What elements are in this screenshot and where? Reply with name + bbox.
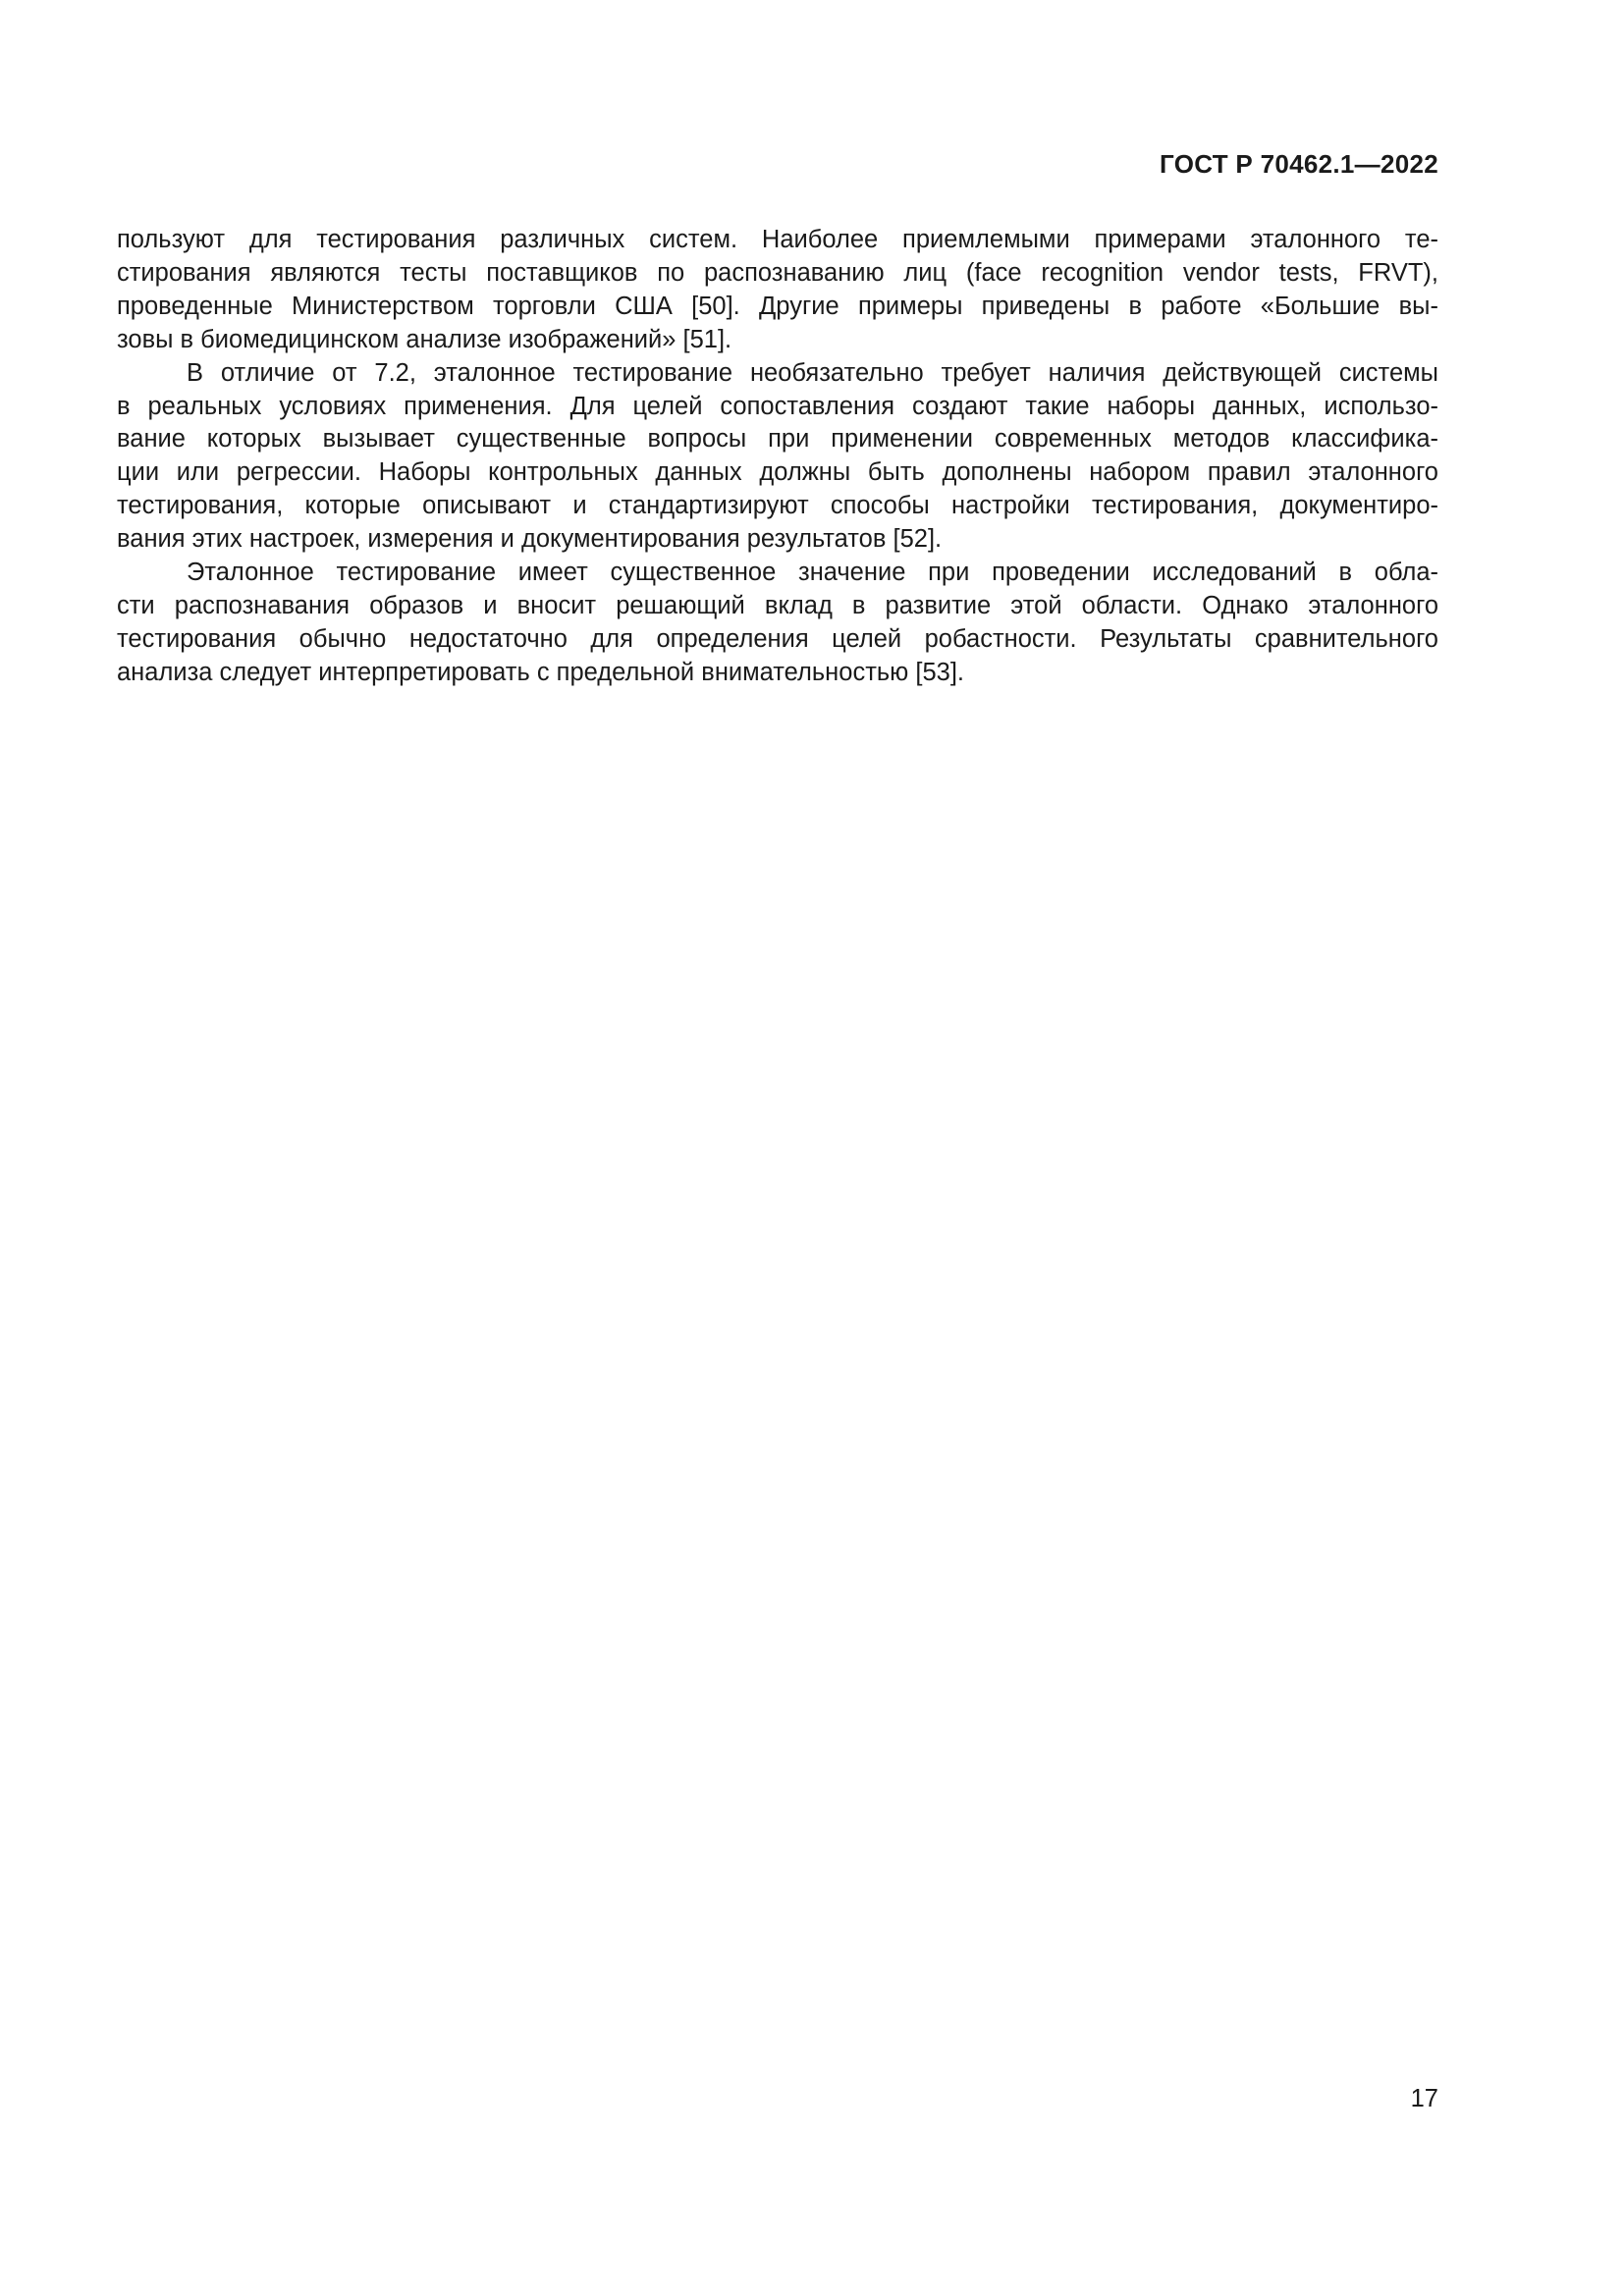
text-line: тестирования, которые описывают и стандартизируют способы настройки тестирования, документиро- [117, 492, 1438, 520]
text-line: сти распознавания образов и вносит решающий вклад в развитие этой области. Однако эталонного [117, 591, 1438, 619]
text-line: пользуют для тестирования различных систем. Наиболее приемлемыми примерами эталонного те- [117, 226, 1438, 253]
text-line: зовы в биомедицинском анализе изображений» [51]. [117, 325, 732, 353]
text-line: Эталонное тестирование имеет существенное значение при проведении исследований в обла- [187, 559, 1438, 587]
text-line: вания этих настроек, измерения и документирования результатов [52]. [117, 525, 943, 554]
text-line: В отличие от 7.2, эталонное тестирование необязательно требует наличия действующей системы [187, 358, 1438, 387]
text-line: тестирования обычно недостаточно для определения целей робастности. Результаты сравнительного [117, 624, 1438, 653]
paragraph-3 [117, 557, 1438, 690]
paragraph-1 [117, 224, 1438, 357]
text-line: стирования являются тесты поставщиков по распознаванию лиц (face recognition vendor tests, FRVT), [117, 258, 1438, 287]
text-line: анализа следует интерпретировать с предельной внимательностью [53]. [117, 658, 964, 686]
document-standard-id: ГОСТ Р 70462.1—2022 [1160, 149, 1438, 179]
body-text [117, 224, 1438, 690]
text-line: проведенные Министерством торговли США [50]. Другие примеры приведены в работе «Большие вы- [117, 292, 1438, 320]
text-line: ции или регрессии. Наборы контрольных данных должны быть дополнены набором правил эталонного [117, 458, 1438, 487]
paragraph-2 [117, 357, 1438, 557]
page-number: 17 [1410, 2085, 1438, 2112]
text-line: вание которых вызывает существенные вопросы при применении современных методов классифика- [117, 425, 1438, 454]
text-line: в реальных условиях применения. Для целей сопоставления создают такие наборы данных, использо- [117, 392, 1438, 420]
